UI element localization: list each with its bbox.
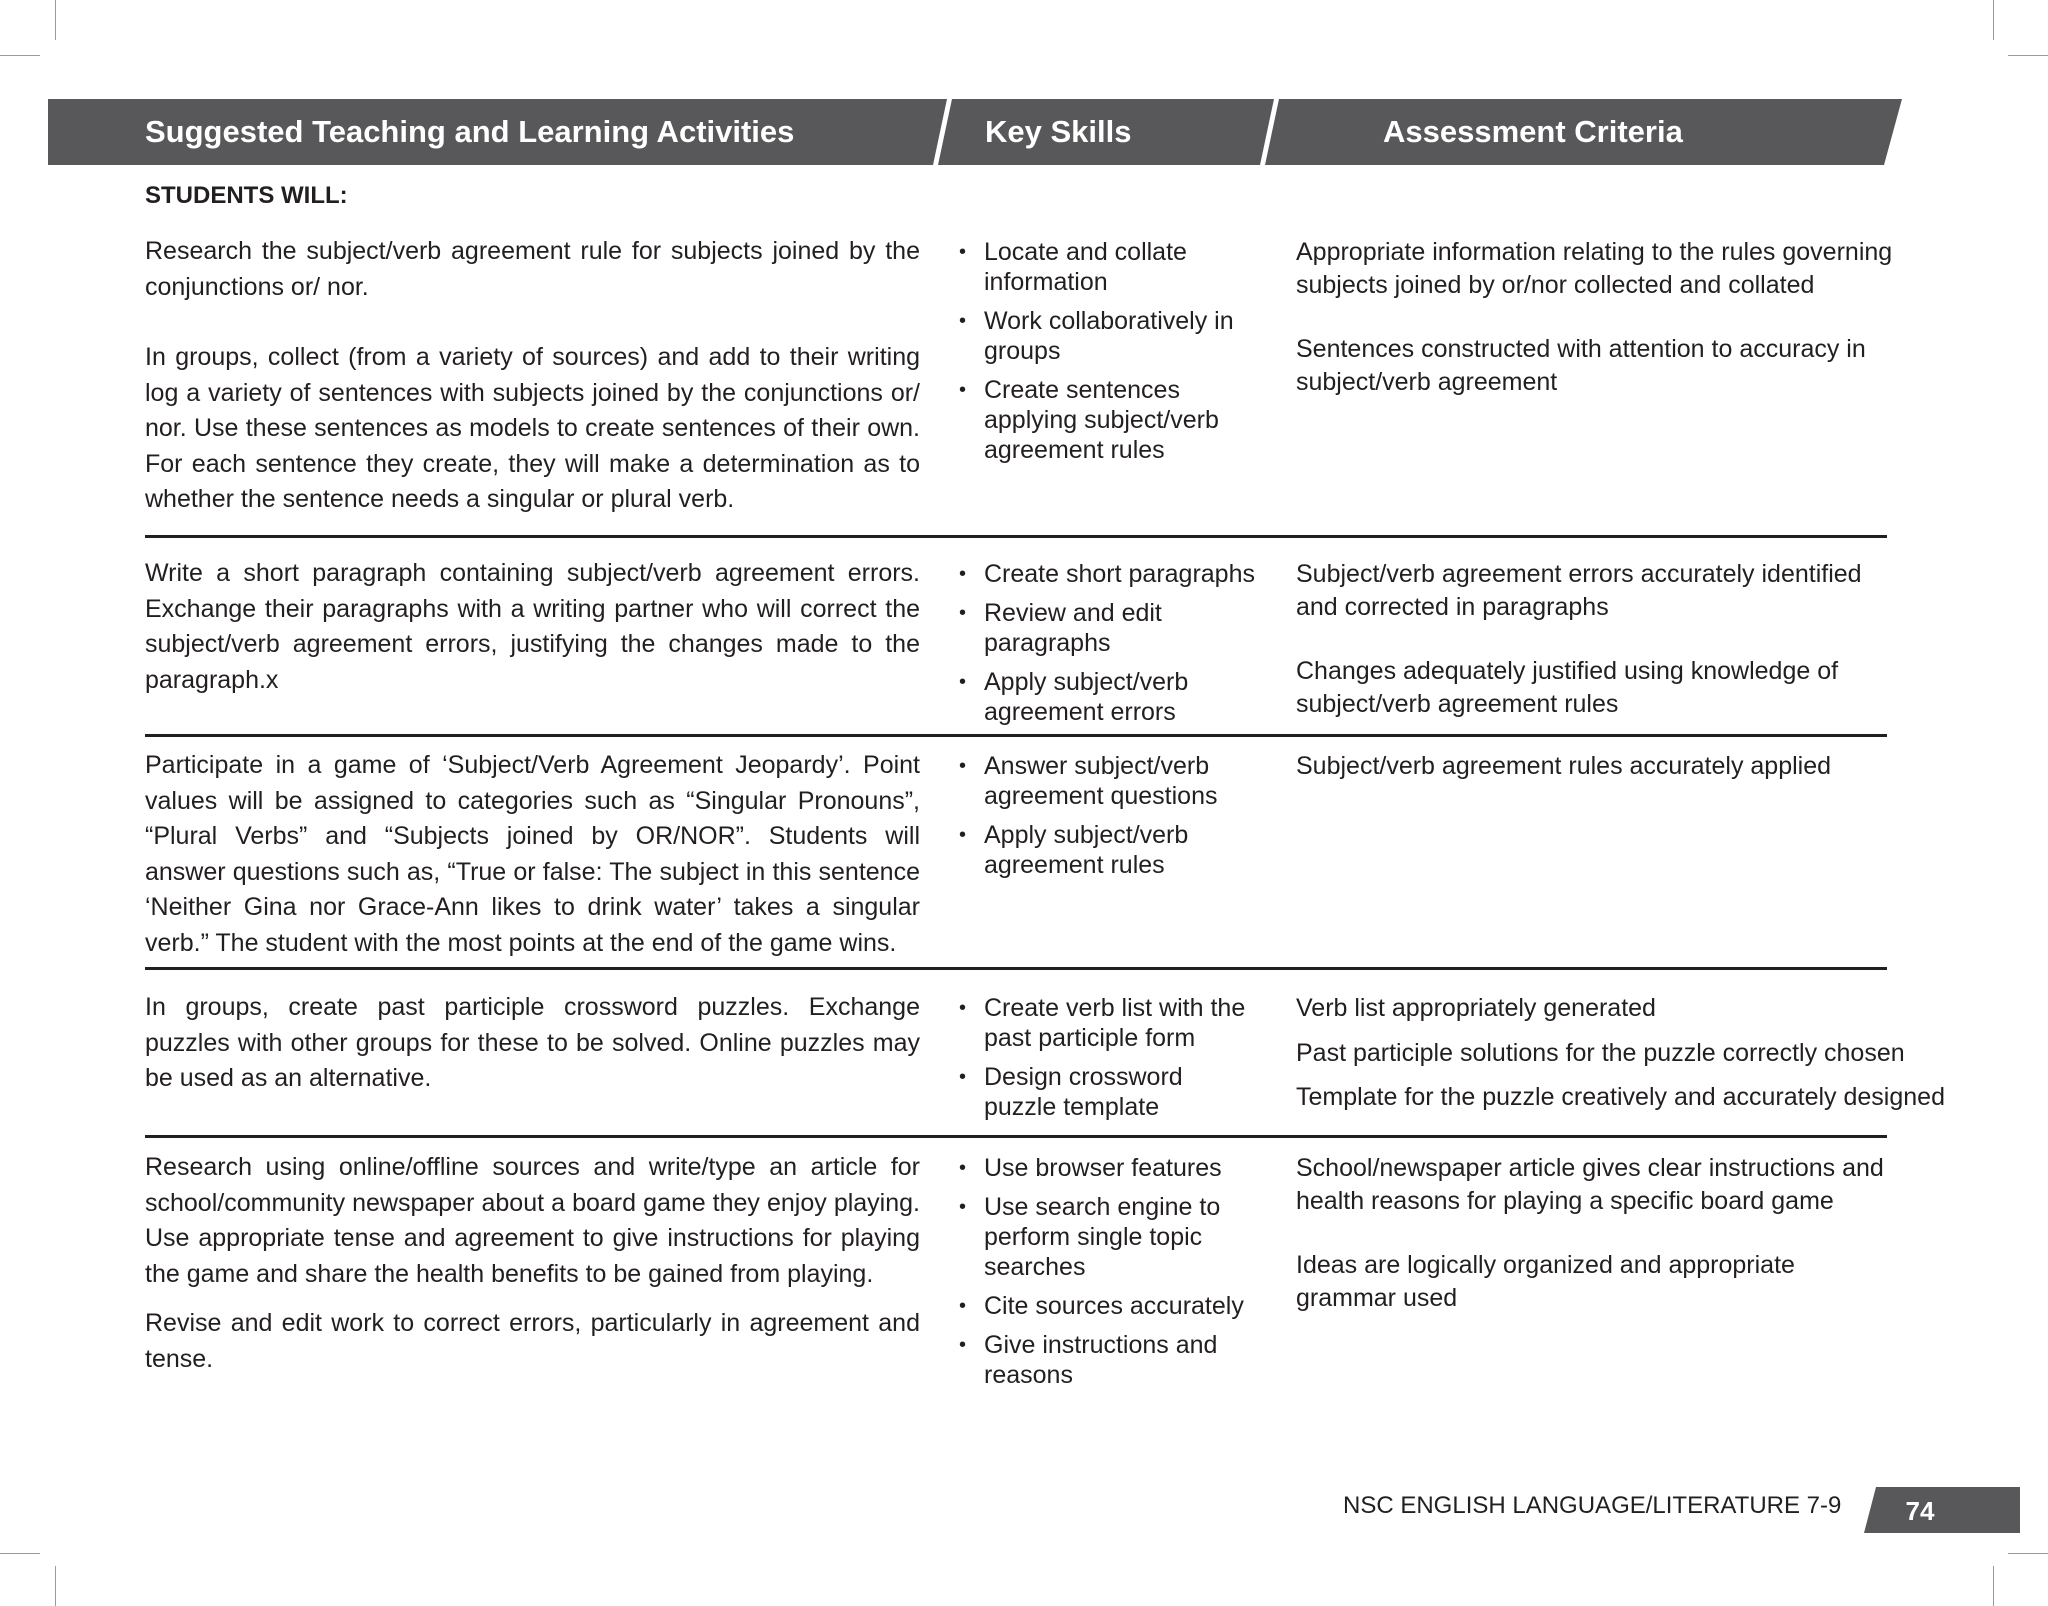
skill-item: • Answer subject/verb agreement questions	[958, 751, 1258, 811]
crop-mark	[55, 0, 56, 40]
skill-item: • Use browser features	[958, 1153, 1258, 1183]
row-divider	[145, 734, 1887, 737]
footer-title: NSC ENGLISH LANGUAGE/LITERATURE 7-9	[1343, 1492, 1842, 1519]
skill-item: • Review and edit paragraphs	[958, 598, 1258, 658]
criterion-text: Changes adequately justified using knowledge of subject/verb agreement rules	[1296, 657, 1839, 718]
activity-text: Write a short paragraph containing subject/verb agreement errors. Exchange their paragraphs with a writing partner who will correct the subject/verb agreement errors, justifying the changes made to the paragraph.x	[145, 559, 920, 694]
activity-text: Research using online/offline sources and write/type an article for school/community newspaper about a board game they enjoy playing. Use appropriate tense and agreement to give instructions for playing the game and share the health benefits to be gained from playing.	[145, 1153, 920, 1288]
header-assessment-criteria: Assessment Criteria	[1383, 114, 1683, 149]
criterion-text: Verb list appropriately generated	[1296, 994, 1656, 1022]
header-key-skills: Key Skills	[985, 114, 1132, 149]
row-4-skills	[958, 993, 1258, 1131]
row-3-criteria	[1296, 750, 1986, 783]
skill-item: • Design crossword puzzle template	[958, 1062, 1258, 1122]
row-5-activities	[145, 1150, 920, 1377]
criterion-text: Past participle solutions for the puzzle correctly chosen	[1296, 1038, 1905, 1067]
criterion-text: School/newspaper article gives clear instructions and health reasons for playing a specific board game	[1296, 1154, 1884, 1215]
crop-mark	[2008, 55, 2048, 56]
activity-text: In groups, collect (from a variety of sources) and add to their writing log a variety of sentences with subjects joined by the conjunctions or/ nor. Use these sentences as models to create sentences of their own. For each sentence they create, they will make a determination as to whether the sentence needs a singular or plural verb.	[145, 343, 920, 513]
crop-mark	[1993, 0, 1994, 40]
crop-mark	[2008, 1553, 2048, 1554]
criterion-text: Appropriate information relating to the rules governing subjects joined by or/nor collected and collated	[1296, 238, 1893, 299]
skill-item: • Cite sources accurately	[958, 1291, 1258, 1321]
row-1-skills	[958, 237, 1258, 474]
skill-item: • Locate and collate information	[958, 237, 1258, 297]
page-number: 74	[1905, 1496, 1935, 1526]
criterion-text: Subject/verb agreement rules accurately applied	[1296, 752, 1832, 780]
header-activities: Suggested Teaching and Learning Activities	[145, 114, 795, 149]
criterion-text: Ideas are logically organized and appropriate grammar used	[1296, 1251, 1795, 1312]
row-1-criteria	[1296, 236, 1896, 398]
students-will-heading: STUDENTS WILL:	[145, 182, 348, 209]
activity-text: Research the subject/verb agreement rule for subjects joined by the conjunctions or/ nor.	[145, 237, 920, 301]
row-2-criteria	[1296, 558, 1896, 720]
row-divider	[145, 967, 1887, 970]
row-4-criteria	[1296, 992, 1986, 1114]
skill-item: • Work collaboratively in groups	[958, 306, 1258, 366]
activity-text: Participate in a game of ‘Subject/Verb Agreement Jeopardy’. Point values will be assigned to categories such as “Singular Pronouns”, “Plural Verbs” and “Subjects joined by OR/NOR”. Students will answer questions such as, “True or false: The subject in this sentence ‘Neither Gina nor Grace-Ann likes to drink water’ takes a singular verb.” The student with the most points at the end of the game wins.	[145, 751, 920, 957]
skill-item: • Create short paragraphs	[958, 559, 1258, 589]
activity-text: In groups, create past participle crossword puzzles. Exchange puzzles with other groups for these to be solved. Online puzzles may be used as an alternative.	[145, 993, 920, 1092]
crop-mark	[0, 1553, 40, 1554]
row-3-activities	[145, 748, 920, 961]
crop-mark	[0, 55, 40, 56]
row-3-skills	[958, 751, 1258, 889]
row-4-activities	[145, 990, 920, 1097]
row-5-skills	[958, 1153, 1258, 1399]
skill-item: • Apply subject/verb agreement rules	[958, 820, 1258, 880]
crop-mark	[1993, 1566, 1994, 1606]
skill-item: • Create verb list with the past participle form	[958, 993, 1258, 1053]
row-5-criteria	[1296, 1152, 1896, 1314]
row-2-activities	[145, 556, 920, 698]
criterion-text: Sentences constructed with attention to accuracy in subject/verb agreement	[1296, 335, 1866, 396]
skill-item: • Create sentences applying subject/verb agreement rules	[958, 375, 1258, 465]
skill-item: • Give instructions and reasons	[958, 1330, 1258, 1390]
criterion-text: Subject/verb agreement errors accurately identified and corrected in paragraphs	[1296, 560, 1862, 621]
crop-mark	[55, 1566, 56, 1606]
row-1-activities	[145, 234, 920, 518]
activity-text: Revise and edit work to correct errors, particularly in agreement and tense.	[145, 1309, 920, 1373]
row-divider	[145, 535, 1887, 538]
skill-item: • Apply subject/verb agreement errors	[958, 667, 1258, 727]
row-divider	[145, 1135, 1887, 1138]
row-2-skills	[958, 559, 1258, 736]
skill-item: • Use search engine to perform single topic searches	[958, 1192, 1258, 1282]
criterion-text: Template for the puzzle creatively and accurately designed	[1296, 1083, 1945, 1111]
